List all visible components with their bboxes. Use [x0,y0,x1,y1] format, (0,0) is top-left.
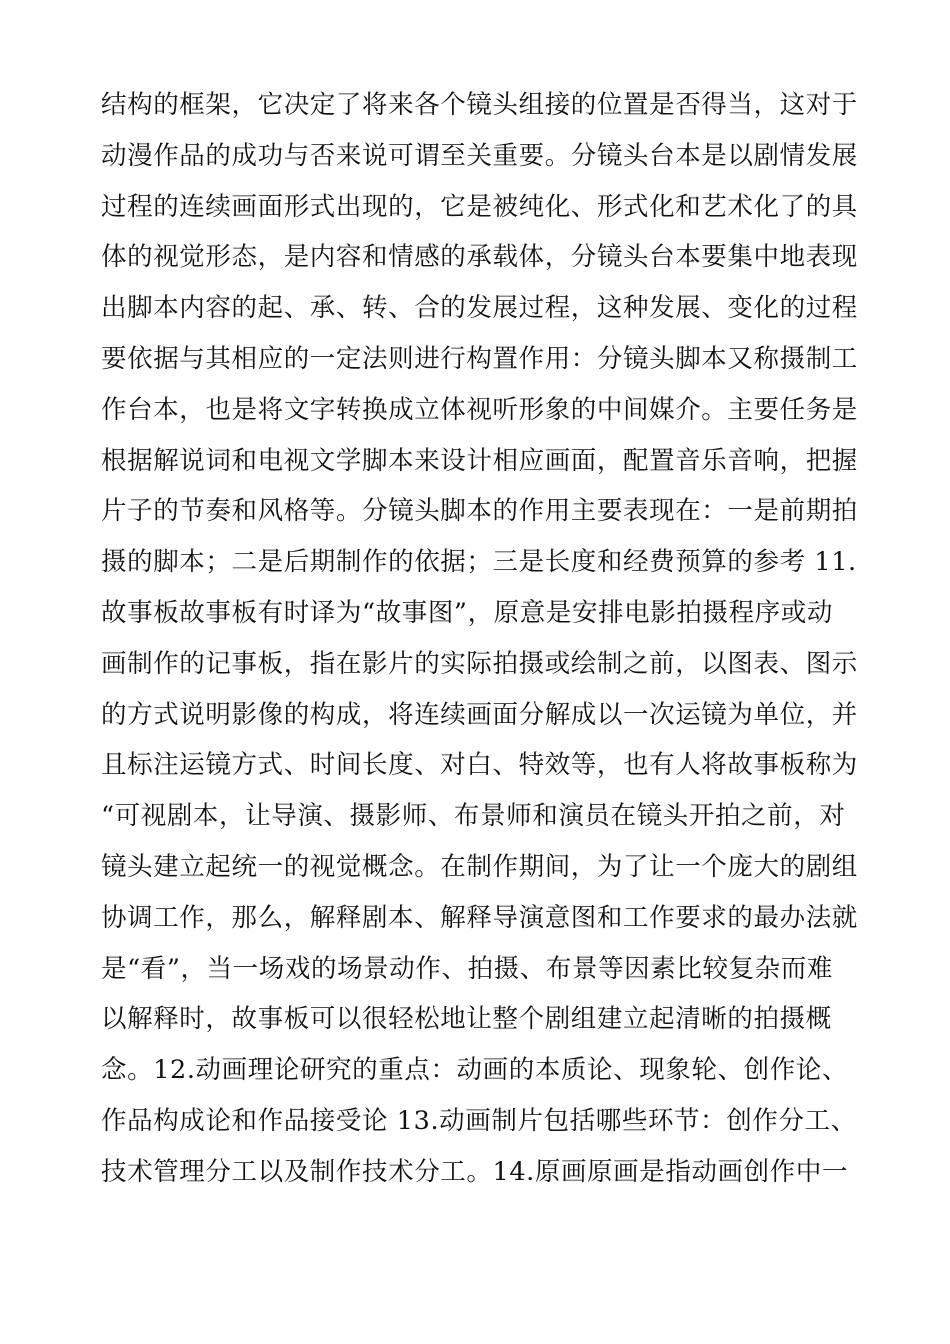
text-line: 片子的节奏和风格等。分镜头脚本的作用主要表现在：一是前期拍 [101,496,858,527]
text-line: 根据解说词和电视文学脚本来设计相应画面，配置音乐音响，把握 [101,445,858,476]
text-line: 协调工作，那么，解释剧本、解释导演意图和工作要求的最办法就 [101,902,858,933]
text-line: 作品构成论和作品接受论 13.动画制片包括哪些环节：创作分工、 [101,1105,857,1136]
text-line: 的方式说明影像的构成，将连续画面分解成以一次运镜为单位，并 [101,699,858,730]
text-line: 动漫作品的成功与否来说可谓至关重要。分镜头台本是以剧情发展 [101,140,858,171]
text-line: 摄的脚本；二是后期制作的依据；三是长度和经费预算的参考 11. [101,547,857,578]
text-line: 且标注运镜方式、时间长度、对白、特效等，也有人将故事板称为 [101,750,858,781]
text-line: 是“看”，当一场戏的场景动作、拍摄、布景等因素比较复杂而难 [101,953,833,984]
body-text [101,80,861,1198]
text-line: 结构的框架，它决定了将来各个镜头组接的位置是否得当，这对于 [101,90,858,120]
text-line: 以解释时，故事板可以很轻松地让整个剧组建立起清晰的拍摄概 [101,1004,832,1035]
text-line: 体的视觉形态，是内容和情感的承载体，分镜头台本要集中地表现 [101,242,858,273]
text-line: “可视剧本，让导演、摄影师、布景师和演员在镜头开拍之前，对 [101,801,846,832]
text-line: 过程的连续画面形式出现的，它是被纯化、形式化和艺术化了的具 [101,191,858,222]
text-line: 念。12.动画理论研究的重点：动画的本质论、现象轮、创作论、 [101,1055,849,1086]
text-line: 出脚本内容的起、承、转、合的发展过程，这种发展、变化的过程 [101,293,858,324]
text-line: 镜头建立起统一的视觉概念。在制作期间，为了让一个庞大的剧组 [101,851,858,882]
text-line: 要依据与其相应的一定法则进行构置作用：分镜头脚本又称摄制工 [101,343,858,374]
text-line: 技术管理分工以及制作技术分工。14.原画原画是指动画创作中一 [101,1156,849,1187]
text-line: 画制作的记事板，指在影片的实际拍摄或绘制之前，以图表、图示 [101,648,858,679]
text-line: 故事板故事板有时译为“故事图”，原意是安排电影拍摄程序或动 [101,597,833,628]
text-line: 作台本，也是将文字转换成立体视听形象的中间媒介。主要任务是 [101,394,858,425]
